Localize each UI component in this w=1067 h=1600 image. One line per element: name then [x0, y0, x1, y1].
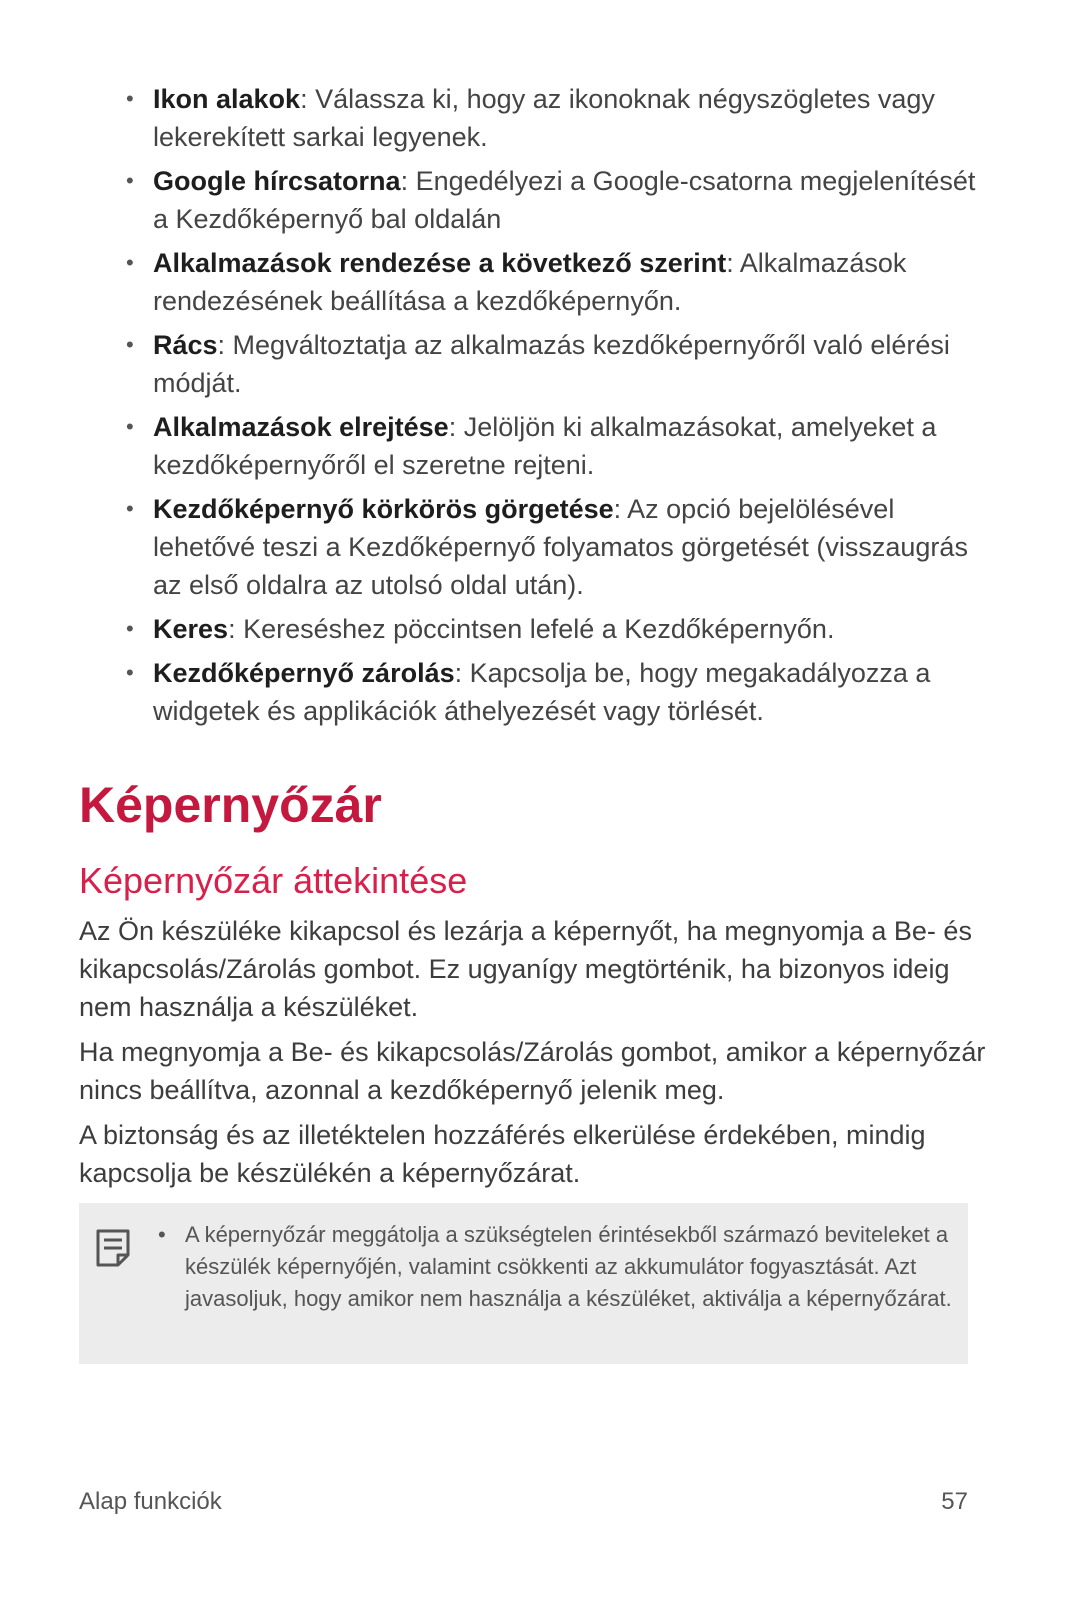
bullet-text: : Engedélyezi a Google-csatorna megjelenítését a Kezdőképernyő bal oldalán	[153, 166, 976, 234]
note-box	[79, 1203, 968, 1364]
bullet-item	[126, 244, 986, 320]
footer-section-label: Alap funkciók	[79, 1488, 222, 1515]
bullet-dot: •	[126, 168, 134, 193]
bullet-dot: •	[126, 332, 134, 357]
bullet-text: : Kereséshez pöccintsen lefelé a Kezdőképernyőn.	[228, 614, 835, 644]
bullet-dot: •	[126, 250, 134, 275]
bullet-term: Keres	[153, 614, 229, 644]
subsection-title: Képernyőzár áttekintése	[79, 860, 468, 901]
bullet-text: : Az opció bejelölésével lehetővé teszi a Kezdőképernyő folyamatos görgetését (visszaugrás az első oldalra az utolsó oldal után).	[153, 494, 968, 600]
bullet-item	[126, 162, 986, 238]
bullet-term: Google hírcsatorna	[153, 166, 401, 196]
body-paragraphs	[79, 912, 989, 1199]
bullet-text: : Válassza ki, hogy az ikonoknak négyszögletes vagy lekerekített sarkai legyenek.	[153, 84, 935, 152]
bullet-text: : Megváltoztatja az alkalmazás kezdőképernyőről való elérési módját.	[153, 330, 950, 398]
paragraph: A biztonság és az illetéktelen hozzáférés elkerülése érdekében, mindig kapcsolja be készülékén a képernyőzárat.	[79, 1120, 926, 1188]
note-text: A képernyőzár meggátolja a szükségtelen érintésekből származó beviteleket a készülék képernyőjén, valamint csökkenti az akkumulátor fogyasztását. Azt javasoljuk, hogy amikor nem használja a készüléket, aktiválja a képernyőzárat.	[185, 1222, 952, 1311]
bullet-dot: •	[126, 86, 134, 111]
bullet-term: Ikon alakok	[153, 84, 301, 114]
bullet-term: Rács	[153, 330, 218, 360]
bullet-term: Alkalmazások elrejtése	[153, 412, 449, 442]
bullet-item	[126, 610, 986, 648]
paragraph: Ha megnyomja a Be- és kikapcsolás/Zárolás gombot, amikor a képernyőzár nincs beállítva, azonnal a kezdőképernyő jelenik meg.	[79, 1037, 986, 1105]
bullet-dot: •	[126, 616, 134, 641]
bullet-text: : Jelöljön ki alkalmazásokat, amelyeket a kezdőképernyőről el szeretne rejteni.	[153, 412, 937, 480]
note-icon	[96, 1229, 130, 1267]
page-number: 57	[941, 1488, 968, 1515]
bullet-item	[126, 490, 986, 604]
bullet-dot: •	[158, 1222, 166, 1247]
bullet-item	[126, 408, 986, 484]
bullet-item	[126, 326, 986, 402]
bullet-term: Kezdőképernyő körkörös görgetése	[153, 494, 614, 524]
bullet-term: Alkalmazások rendezése a következő szerint	[153, 248, 727, 278]
bullet-item	[126, 654, 986, 730]
section-title: Képernyőzár	[79, 777, 382, 833]
bullet-dot: •	[126, 414, 134, 439]
note-text-item	[158, 1219, 975, 1315]
bullet-item	[126, 80, 986, 156]
bullet-term: Kezdőképernyő zárolás	[153, 658, 455, 688]
feature-bullet-list	[126, 80, 986, 736]
paragraph: Az Ön készüléke kikapcsol és lezárja a képernyőt, ha megnyomja a Be- és kikapcsolás/Zárolás gombot. Ez ugyanígy megtörténik, ha bizonyos ideig nem használja a készüléket.	[79, 916, 972, 1022]
bullet-text: : Alkalmazások rendezésének beállítása a kezdőképernyőn.	[153, 248, 907, 316]
bullet-text: : Kapcsolja be, hogy megakadályozza a widgetek és applikációk áthelyezését vagy törlését.	[153, 658, 931, 726]
bullet-dot: •	[126, 660, 134, 685]
bullet-dot: •	[126, 496, 134, 521]
